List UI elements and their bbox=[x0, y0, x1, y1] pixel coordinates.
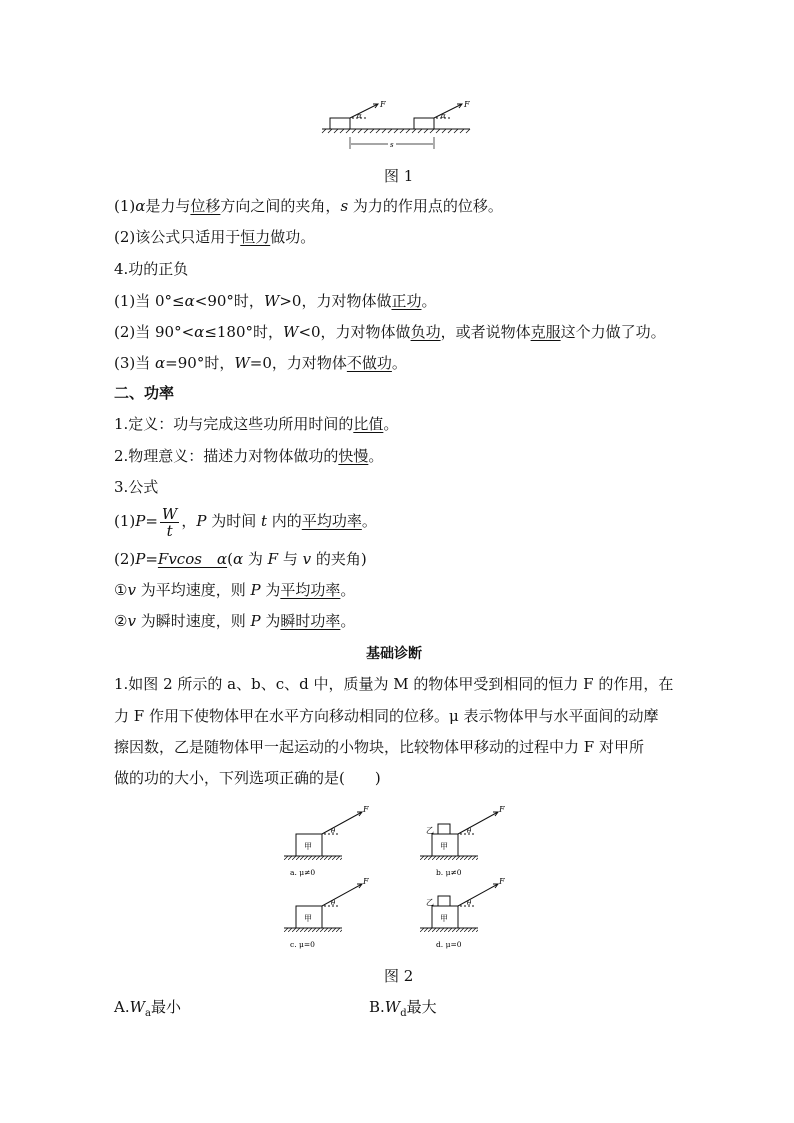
sign-heading: 4.功的正负 bbox=[114, 260, 189, 278]
option-b[interactable]: $B.W_d$最大 bbox=[369, 998, 437, 1019]
panel-a-label: a. μ≠0 bbox=[290, 868, 316, 877]
fraction-w-over-t: $\frac{W}{t}$ bbox=[161, 504, 178, 540]
panel-b bbox=[420, 812, 498, 860]
power-heading: 二、功率 bbox=[114, 384, 175, 402]
fig2-caption: 图 2 bbox=[384, 967, 414, 985]
meaning-line: 2.物理意义：描述力对物体做功的快慢。 bbox=[114, 447, 384, 465]
alpha-note: (1)α是力与位移方向之间的夹角，s 为力的作用点的位移。 bbox=[114, 197, 503, 215]
option-a[interactable]: $A.W_a$最小 bbox=[114, 998, 182, 1019]
panel-c-label: c. μ=0 bbox=[290, 940, 315, 949]
fig1-f-label: F bbox=[380, 100, 386, 109]
panel-c-block: 甲 bbox=[304, 914, 312, 923]
panel-a-f: F bbox=[363, 805, 369, 814]
panel-b-small: 乙 bbox=[426, 826, 434, 835]
sign-line-3: (3)当 α=90°时，W=0，力对物体不做功。 bbox=[114, 354, 407, 372]
panel-c bbox=[284, 884, 362, 932]
panel-d-block: 甲 bbox=[440, 914, 448, 923]
panel-d-f: F bbox=[499, 877, 505, 886]
panel-d bbox=[420, 884, 498, 932]
formula-line-2: (2)P=Fvcos α(α 为 F 与 v 的夹角) bbox=[114, 550, 367, 568]
fig1-s-label: s bbox=[390, 141, 394, 149]
formula-line-1: (1)P= $\frac{W}{t}$ ，P 为时间 t 内的平均功率。 bbox=[114, 504, 377, 540]
panel-a-block: 甲 bbox=[304, 842, 312, 851]
panel-c-f: F bbox=[363, 877, 369, 886]
panel-a-theta: θ bbox=[331, 827, 336, 835]
question-line-4: 做的功的大小，下列选项正确的是( ) bbox=[114, 769, 381, 787]
question-line-1: 1.如图 2 所示的 a、b、c、d 中，质量为 M 的物体甲受到相同的恒力 F 的作用，在 bbox=[114, 675, 674, 693]
figure-2 bbox=[280, 800, 520, 952]
panel-d-label: d. μ=0 bbox=[436, 940, 462, 949]
panel-b-f: F bbox=[499, 805, 505, 814]
panel-a bbox=[284, 812, 362, 860]
panel-c-theta: θ bbox=[331, 899, 336, 907]
const-note: (2)该公式只适用于恒力做功。 bbox=[114, 228, 316, 246]
question-line-2: 力 F 作用下使物体甲在水平方向移动相同的位移。μ 表示物体甲与水平面间的动摩 bbox=[114, 707, 659, 725]
question-line-3: 擦因数，乙是随物体甲一起运动的小物块，比较物体甲移动的过程中力 F 对甲所 bbox=[114, 738, 644, 756]
sign-line-1: (1)当 0°≤α<90°时，W>0，力对物体做正功。 bbox=[114, 292, 437, 310]
panel-b-theta: θ bbox=[467, 827, 472, 835]
panel-d-small: 乙 bbox=[426, 898, 434, 907]
section-title: 基础诊断 bbox=[366, 646, 422, 662]
panel-d-theta: θ bbox=[467, 899, 472, 907]
panel-b-block: 甲 bbox=[440, 842, 448, 851]
fig1-f-label-2: F bbox=[464, 100, 470, 109]
fig1-angle-label-2: α bbox=[441, 112, 446, 120]
fig1-angle-label: α bbox=[357, 112, 362, 120]
fig1-caption: 图 1 bbox=[384, 167, 414, 185]
definition-line: 1.定义：功与完成这些功所用时间的比值。 bbox=[114, 415, 399, 433]
formula-line-3: ①v 为平均速度，则 P 为平均功率。 bbox=[114, 581, 356, 599]
figure-1 bbox=[318, 98, 474, 154]
panel-b-label: b. μ≠0 bbox=[436, 868, 462, 877]
sign-line-2: (2)当 90°<α≤180°时，W<0，力对物体做负功，或者说物体克服这个力做了功。 bbox=[114, 323, 666, 341]
formula-heading: 3.公式 bbox=[114, 478, 159, 496]
formula-line-4: ②v 为瞬时速度，则 P 为瞬时功率。 bbox=[114, 612, 356, 630]
